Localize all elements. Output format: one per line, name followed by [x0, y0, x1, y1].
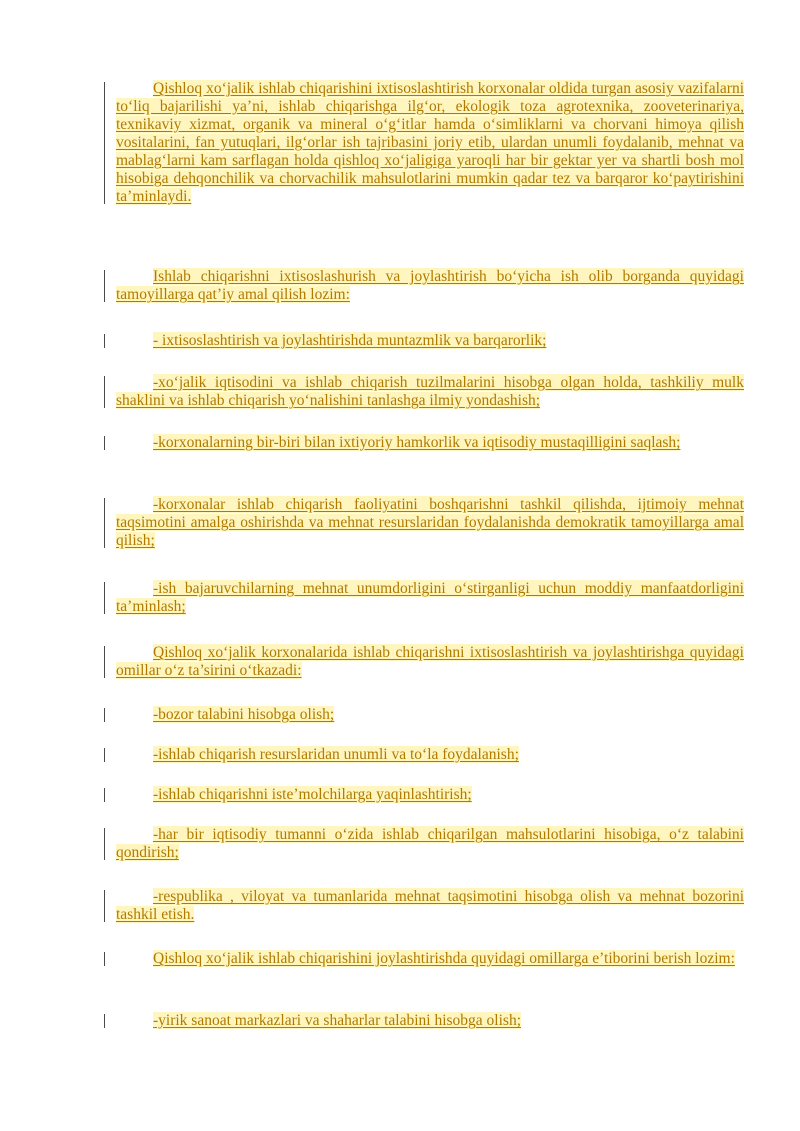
list-item-8: [104, 786, 744, 804]
paragraph-text: -korxonalar ishlab chiqarish faoliyatini boshqarishni tashkil qilishda, ijtimoiy mehnat taqsimotini amalga oshirishda va mehnat resurslaridan foydalanishda demokratik tamoyillarga amal qilish;: [116, 496, 744, 549]
change-bar: [104, 952, 105, 966]
paragraph-text: Qishloq xo‘jalik korxonalarida ishlab chiqarishni ixtisoslashtirish va joylashtirishga quyidagi omillar o‘z ta’sirini o‘tkazadi:: [116, 644, 744, 679]
paragraph-text: -xo‘jalik iqtisodini va ishlab chiqarish tuzilmalarini hisobga olgan holda, tashkiliy mulk shaklini va ishlab chiqarish yo‘nalishini tanlashga ilmiy yondashish;: [116, 374, 744, 409]
change-bar: [104, 582, 105, 614]
paragraph-text: Qishloq xo‘jalik ishlab chiqarishini joylashtirishda quyidagi omillarga e’tiborini berish lozim:: [153, 950, 735, 967]
list-item-5: [104, 580, 744, 616]
list-item-3: [104, 434, 744, 452]
paragraph-1: [104, 80, 744, 206]
change-bar: [104, 334, 105, 348]
change-bar: [104, 376, 105, 408]
paragraph-2: [104, 268, 744, 304]
paragraph-text: -yirik sanoat markazlari va shaharlar talabini hisobga olish;: [153, 1012, 522, 1029]
paragraph-text: Qishloq xo‘jalik ishlab chiqarishini ixtisoslashtirish korxonalar oldida turgan asosiy vazifalarni to‘liq bajarilishi ya’ni, ishlab chiqarishga ilg‘or, ekologik toza agrotexnika, zooveterinariya, texnikaviy xizmat, organik va mineral o‘g‘itlar hamda o‘simliklarni va chorvani himoya qilish vositalarini, fan yutuqlari, ilg‘orlar ish tajribasini joriy etib, ulardan unumli foydalanib, mehnat va mablag‘larni kam sarflagan holda qishloq xo‘jaligiga yaroqli har bir gektar yer va shartli bosh mol hisobiga dehqonchilik va chorvachilik mahsulotlarini mumkin qadar tez va barqaror ko‘paytirishini ta’minlaydi.: [116, 80, 744, 205]
paragraph-text: -korxonalarning bir-biri bilan ixtiyoriy hamkorlik va iqtisodiy mustaqilligini saqlash;: [153, 434, 681, 451]
paragraph-text: -har bir iqtisodiy tumanni o‘zida ishlab chiqarilgan mahsulotlarini hisobiga, o‘z talabini qondirish;: [116, 826, 744, 861]
paragraph-text: - ixtisoslashtirish va joylashtirishda muntazmlik va barqarorlik;: [153, 332, 547, 349]
change-bar: [104, 788, 105, 802]
list-item-1: [104, 332, 744, 350]
list-item-7: [104, 746, 744, 764]
paragraph-text: -ish bajaruvchilarning mehnat unumdorligini o‘stirganligi uchun moddiy manfaatdorligini ta’minlash;: [116, 580, 744, 615]
paragraph-text: -bozor talabini hisobga olish;: [153, 706, 335, 723]
list-item-2: [104, 374, 744, 410]
list-item-6: [104, 706, 744, 724]
list-item-4: [104, 496, 744, 550]
change-bar: [104, 708, 105, 722]
paragraph-text: -ishlab chiqarishni iste’molchilarga yaqinlashtirish;: [153, 786, 472, 803]
paragraph-text: -ishlab chiqarish resurslaridan unumli va to‘la foydalanish;: [153, 746, 519, 763]
change-bar: [104, 82, 105, 204]
paragraph-text: Ishlab chiqarishni ixtisoslashurish va joylashtirish bo‘yicha ish olib borganda quyidagi tamoyillarga qat’iy amal qilish lozim:: [116, 268, 744, 303]
list-item-10: [104, 888, 744, 924]
change-bar: [104, 748, 105, 762]
change-bar: [104, 270, 105, 302]
change-bar: [104, 890, 105, 922]
change-bar: [104, 646, 105, 678]
change-bar: [104, 436, 105, 450]
list-item-11: [104, 1012, 744, 1030]
paragraph-3: [104, 644, 744, 680]
change-bar: [104, 1014, 105, 1028]
paragraph-text: -respublika , viloyat va tumanlarida mehnat taqsimotini hisobga olish va mehnat bozorini tashkil etish.: [116, 888, 744, 923]
paragraph-4: [104, 950, 744, 968]
change-bar: [104, 498, 105, 548]
list-item-9: [104, 826, 744, 862]
change-bar: [104, 828, 105, 860]
